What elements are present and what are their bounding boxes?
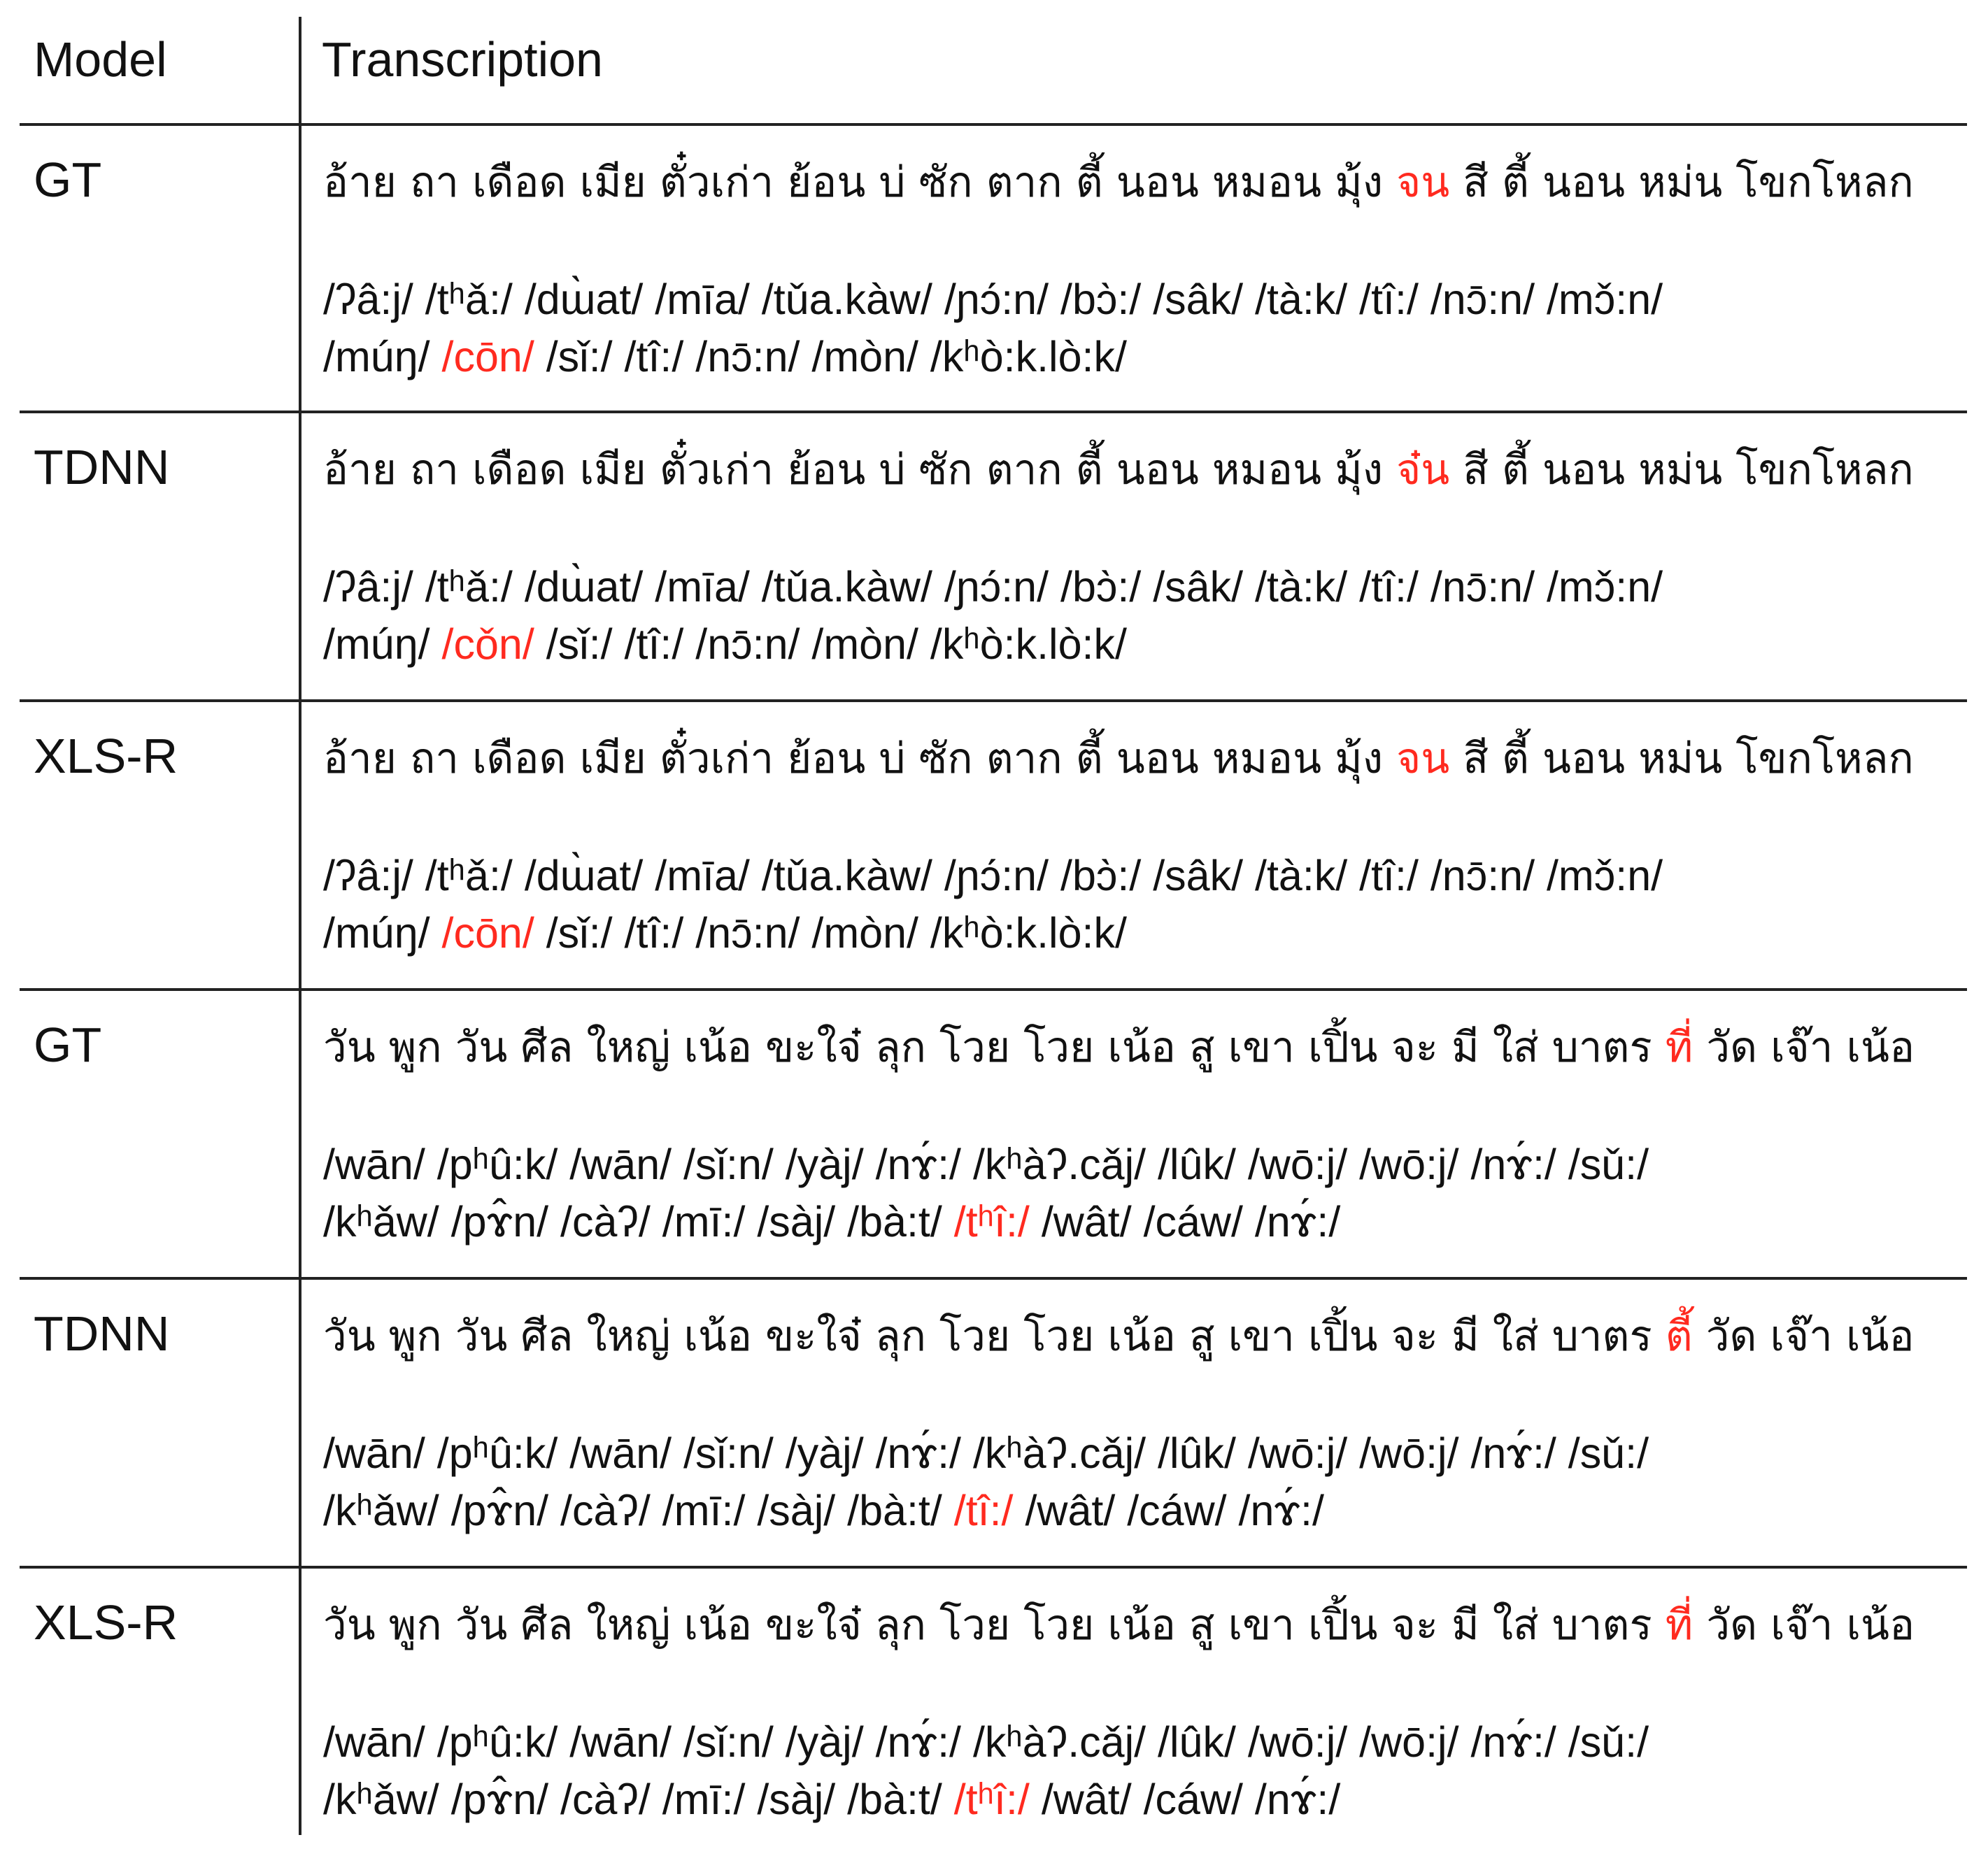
ipa-text: /sǐ:/ /tî:/ /nɔ̄:n/ /mòn/ /kʰò:k.lò:k/ [534, 333, 1127, 380]
ipa-line-2 [323, 905, 1127, 961]
thai-transcription [323, 1587, 1915, 1664]
ipa-line-1: /ʔâ:j/ /tʰǎ:/ /dɯ̀at/ /mīa/ /tǔa.kàw/ /ɲɔ́:n/ /bɔ̀:/ /sâk/ /tà:k/ /tî:/ /nɔ̄:n/ /mɔ̌:n/ [323, 563, 1663, 611]
ipa-text: /wât/ /cáw/ /nɤ́:/ [1029, 1198, 1341, 1245]
thai-transcription [323, 431, 1914, 508]
ipa-line-2 [323, 1194, 1340, 1250]
highlighted-ipa: /tʰî:/ [953, 1776, 1030, 1823]
thai-transcription [323, 1298, 1915, 1375]
ipa-line-1: /wān/ /pʰû:k/ /wān/ /sǐ:n/ /yàj/ /nɤ́:/ /kʰàʔ.cǎj/ /lûk/ /wō:j/ /wō:j/ /nɤ́:/ /sǔ:/ [323, 1429, 1649, 1477]
table-row [0, 990, 1988, 1278]
ipa-line-1: /ʔâ:j/ /tʰǎ:/ /dɯ̀at/ /mīa/ /tǔa.kàw/ /ɲɔ́:n/ /bɔ̀:/ /sâk/ /tà:k/ /tî:/ /nɔ̄:n/ /mɔ̌:n/ [323, 852, 1663, 899]
highlighted-ipa: /cōn/ [441, 909, 534, 957]
thai-text: อ้าย ถา เดือด เมีย ตั๋วเก่า ย้อน บ่ ซัก ตาก ตี้ นอน หมอน มุ้ง [323, 158, 1397, 207]
ipa-text: /kʰǎw/ /pɤ̂n/ /càʔ/ /mī:/ /sàj/ /bà:t/ [323, 1776, 954, 1823]
highlighted-ipa: /tʰî:/ [953, 1198, 1030, 1245]
model-name: XLS-R [34, 1595, 178, 1650]
model-name: XLS-R [34, 729, 178, 783]
header-transcription: Transcription [322, 32, 603, 87]
table-row [0, 1278, 1988, 1567]
thai-text: วัน พูก วัน ศีล ใหญ่ เน้อ ขะใจ๋ ลุก โวย โวย เน้อ สู เขา เปิ้น จะ มี ใส่ บาตร [323, 1023, 1666, 1072]
ipa-line-1: /wān/ /pʰû:k/ /wān/ /sǐ:n/ /yàj/ /nɤ́:/ /kʰàʔ.cǎj/ /lûk/ /wō:j/ /wō:j/ /nɤ́:/ /sǔ:/ [323, 1141, 1649, 1188]
thai-text: วัด เจ๊า เน้อ [1693, 1023, 1915, 1072]
highlighted-word: ตี้ [1665, 1312, 1693, 1361]
highlighted-word: จ๋น [1396, 445, 1450, 494]
table-row [0, 412, 1988, 701]
model-name: TDNN [34, 440, 170, 494]
ipa-text: /wât/ /cáw/ /nɤ́:/ [1013, 1487, 1324, 1534]
thai-text: วัด เจ๊า เน้อ [1693, 1601, 1915, 1650]
model-name: TDNN [34, 1306, 170, 1361]
ipa-text: /sǐ:/ /tî:/ /nɔ̄:n/ /mòn/ /kʰò:k.lò:k/ [534, 620, 1127, 668]
ipa-text: /múŋ/ [323, 333, 442, 380]
highlighted-word: ที่ [1665, 1023, 1694, 1072]
model-name: GT [34, 1018, 102, 1072]
model-name: GT [34, 152, 102, 207]
thai-text: สี ตี้ นอน หม่น โขกโหลก [1449, 734, 1914, 783]
highlighted-ipa: /tî:/ [953, 1487, 1014, 1534]
thai-text: อ้าย ถา เดือด เมีย ตั๋วเก่า ย้อน บ่ ซัก ตาก ตี้ นอน หมอน มุ้ง [323, 734, 1397, 783]
ipa-line-2 [323, 616, 1127, 672]
ipa-line-2 [323, 1483, 1324, 1539]
thai-transcription [323, 144, 1914, 221]
thai-text: อ้าย ถา เดือด เมีย ตั๋วเก่า ย้อน บ่ ซัก ตาก ตี้ นอน หมอน มุ้ง [323, 445, 1397, 494]
thai-text: วัน พูก วัน ศีล ใหญ่ เน้อ ขะใจ๋ ลุก โวย โวย เน้อ สู เขา เปิ้น จะ มี ใส่ บาตร [323, 1312, 1666, 1361]
highlighted-word: ที่ [1665, 1601, 1694, 1650]
table-row [0, 1567, 1988, 1856]
ipa-text: /sǐ:/ /tî:/ /nɔ̄:n/ /mòn/ /kʰò:k.lò:k/ [534, 909, 1127, 957]
ipa-text: /múŋ/ [323, 620, 442, 668]
highlighted-word: จน [1396, 734, 1450, 783]
thai-text: วัน พูก วัน ศีล ใหญ่ เน้อ ขะใจ๋ ลุก โวย โวย เน้อ สู เขา เปิ้น จะ มี ใส่ บาตร [323, 1601, 1666, 1650]
ipa-text: /wât/ /cáw/ /nɤ́:/ [1029, 1776, 1341, 1823]
ipa-line-1: /ʔâ:j/ /tʰǎ:/ /dɯ̀at/ /mīa/ /tǔa.kàw/ /ɲɔ́:n/ /bɔ̀:/ /sâk/ /tà:k/ /tî:/ /nɔ̄:n/ /mɔ̌:n/ [323, 276, 1663, 323]
thai-text: สี ตี้ นอน หม่น โขกโหลก [1449, 158, 1914, 207]
ipa-text: /kʰǎw/ /pɤ̂n/ /càʔ/ /mī:/ /sàj/ /bà:t/ [323, 1487, 954, 1534]
header-model: Model [34, 32, 167, 87]
thai-text: วัด เจ๊า เน้อ [1692, 1312, 1915, 1361]
highlighted-ipa: /cōn/ [441, 333, 534, 380]
thai-transcription [323, 720, 1914, 797]
thai-text: สี ตี้ นอน หม่น โขกโหลก [1449, 445, 1914, 494]
thai-transcription [323, 1009, 1915, 1086]
highlighted-word: จน [1396, 158, 1450, 207]
table-row [0, 124, 1988, 413]
ipa-line-1: /wān/ /pʰû:k/ /wān/ /sǐ:n/ /yàj/ /nɤ́:/ /kʰàʔ.cǎj/ /lûk/ /wō:j/ /wō:j/ /nɤ́:/ /sǔ:/ [323, 1718, 1649, 1766]
ipa-text: /kʰǎw/ /pɤ̂n/ /càʔ/ /mī:/ /sàj/ /bà:t/ [323, 1198, 954, 1245]
highlighted-ipa: /cǒn/ [441, 620, 534, 668]
ipa-line-2 [323, 1771, 1340, 1827]
ipa-text: /múŋ/ [323, 909, 442, 957]
table-row [0, 701, 1988, 990]
ipa-line-2 [323, 329, 1127, 385]
